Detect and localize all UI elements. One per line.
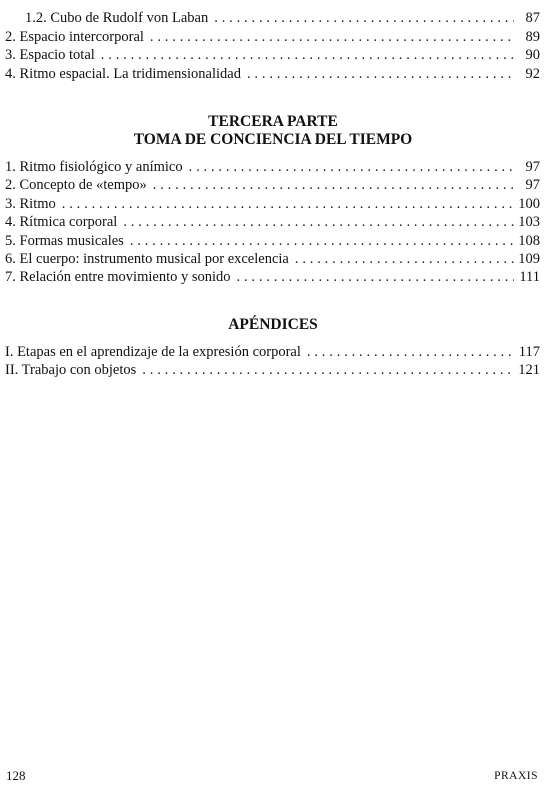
toc-entry-label: 4. Rítmica corporal — [5, 214, 118, 230]
toc-entry-page: 108 — [518, 233, 540, 249]
toc-entry-page: 121 — [518, 362, 540, 378]
part-subtitle: TOMA DE CONCIENCIA DEL TIEMPO — [133, 131, 413, 148]
toc-entry-label: 1.2. Cubo de Rudolf von Laban — [25, 10, 209, 26]
toc-entry-page: 100 — [518, 196, 540, 212]
toc-entry-page: 117 — [518, 344, 540, 360]
toc-entry-page: 109 — [518, 251, 540, 267]
toc-entry — [5, 175, 540, 195]
dot-leader — [214, 8, 514, 28]
page-number: 128 — [6, 768, 26, 783]
toc-entry-label: 2. Espacio intercorporal — [5, 29, 144, 45]
dot-leader — [101, 45, 514, 65]
toc-entry — [5, 342, 540, 362]
toc-entry-label: I. Etapas en el aprendizaje de la expresión corporal — [5, 344, 301, 360]
toc-entry-label: 6. El cuerpo: instrumento musical por excelencia — [5, 251, 289, 267]
toc-entry-page: 89 — [525, 29, 540, 45]
dot-leader — [62, 194, 514, 214]
publisher-name: PRAXIS — [494, 770, 538, 782]
dot-leader — [142, 360, 514, 380]
dot-leader — [307, 342, 514, 362]
toc-entry-page: 97 — [525, 159, 540, 175]
toc-entry-page: 87 — [525, 10, 540, 26]
toc-entry-page: 92 — [525, 66, 540, 82]
dot-leader — [247, 64, 514, 84]
toc-entry — [5, 360, 540, 380]
toc-entry-label: 1. Ritmo fisiológico y anímico — [5, 159, 183, 175]
toc-entry-label: 5. Formas musicales — [5, 233, 124, 249]
toc-entry-label: 4. Ritmo espacial. La tridimensionalidad — [5, 66, 241, 82]
appendices-title: APÉNDICES — [228, 316, 318, 333]
toc-entry-label: 3. Ritmo — [5, 196, 56, 212]
toc-entry — [5, 267, 540, 287]
toc-entry-label: 2. Concepto de «tempo» — [5, 177, 147, 193]
part-title: TERCERA PARTE — [208, 113, 338, 130]
toc-entry-page: 97 — [525, 177, 540, 193]
toc-entry-label: 3. Espacio total — [5, 47, 95, 63]
toc-entry — [5, 45, 540, 65]
toc-entry — [5, 64, 540, 84]
dot-leader — [123, 212, 514, 232]
toc-entry — [5, 8, 540, 28]
toc-entry — [5, 27, 540, 47]
toc-entry-page: 103 — [518, 214, 540, 230]
toc-entry — [5, 231, 540, 251]
toc-entry — [5, 194, 540, 214]
toc-entry-page: 90 — [525, 47, 540, 63]
toc-entry-label: II. Trabajo con objetos — [5, 362, 137, 378]
dot-leader — [130, 231, 514, 251]
dot-leader — [295, 249, 514, 269]
toc-entry — [5, 157, 540, 177]
dot-leader — [189, 157, 514, 177]
toc-entry-label: 7. Relación entre movimiento y sonido — [5, 269, 231, 285]
dot-leader — [237, 267, 514, 287]
toc-entry-page: 111 — [519, 269, 540, 285]
toc-entry — [5, 249, 540, 269]
dot-leader — [150, 27, 514, 47]
dot-leader — [153, 175, 514, 195]
toc-entry — [5, 212, 540, 232]
